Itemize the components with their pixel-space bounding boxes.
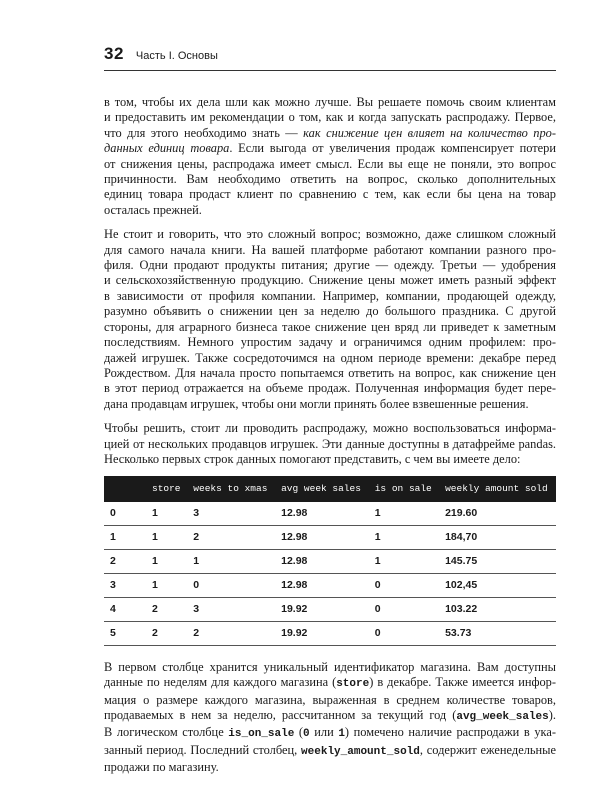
text-line <box>104 141 556 156</box>
table-cell: 0 <box>104 502 146 526</box>
code-zero: 0 <box>303 728 310 741</box>
text-line: единиц товара продаст клиент по сравнению с тем, как если бы цена на товар <box>104 187 556 202</box>
table-cell: 12.98 <box>275 525 369 549</box>
table-cell: 2 <box>146 621 187 645</box>
text-span: занный период. Последний столбец, <box>104 742 302 757</box>
text-line: в этот период отражается на объеме продаж. Полученная информация будет пере- <box>104 381 556 396</box>
table-cell: 1 <box>146 573 187 597</box>
table-cell: 2 <box>187 621 275 645</box>
text-line: разумно объявить о снижении цен за неделю до большого праздника. С другой <box>104 304 556 319</box>
column-header-weekly-amount-sold: weekly amount sold <box>445 483 548 495</box>
table-cell: 184,70 <box>439 525 556 549</box>
text-line: филя. Одни продают продукты питания; другие — одежду. Третьи — удобрения <box>104 258 556 273</box>
table-cell: 1 <box>369 502 439 526</box>
text-span: В логическом столбце <box>104 725 229 740</box>
table-cell: 0 <box>369 573 439 597</box>
text-line <box>104 743 556 760</box>
text-line: Несколько первых строк данных помогают представить, с чем вы имеете дело: <box>104 451 521 466</box>
text-line: и сельскохозяйственную продукцию. Снижение цены может иметь разный эффект <box>104 273 556 288</box>
table-cell: 1 <box>146 502 187 526</box>
table-cell: 1 <box>187 549 275 573</box>
table-cell: 219.60 <box>439 502 556 526</box>
text-span: ). <box>548 707 556 722</box>
column-header-avg-week-sales: avg week sales <box>281 483 361 495</box>
page-number: 32 <box>104 44 124 63</box>
text-line: в том, чтобы их дела шли как можно лучше. Вы решаете помочь своим клиентам <box>104 95 556 109</box>
running-head: Часть I. Основы <box>135 50 218 62</box>
table-row <box>104 597 556 621</box>
text-line: мация о размере каждого магазина, выраженная в среднем количестве товаров, <box>104 692 556 707</box>
table-row <box>104 621 556 645</box>
table-header-row <box>104 476 556 501</box>
text-line: осталась прежней. <box>104 202 202 217</box>
table-cell: 19.92 <box>275 597 369 621</box>
page-header <box>104 44 556 71</box>
table-cell: 3 <box>104 573 146 597</box>
text-line: в зависимости от профиля компании. Например, компании, продающей одежду, <box>104 288 556 303</box>
paragraph-4 <box>104 660 556 776</box>
table-cell: 12.98 <box>275 573 369 597</box>
code-weekly-amount-sold: weekly_amount_sold <box>301 745 420 758</box>
table-cell: 4 <box>104 597 146 621</box>
table-cell: 3 <box>187 502 275 526</box>
table-cell: 0 <box>187 573 275 597</box>
text-line: цией от нескольких продавцов игрушек. Эти данные доступны в датафрейме pandas. <box>104 436 556 451</box>
column-header-is-on-sale: is on sale <box>374 483 432 495</box>
text-line: дажей игрушек. Также сосредоточимся на одном периоде времени: декабре перед <box>104 350 556 365</box>
text-line <box>104 725 556 742</box>
text-line <box>104 126 556 141</box>
table-cell: 3 <box>187 597 275 621</box>
table-row <box>104 525 556 549</box>
code-is-on-sale: is_on_sale <box>228 728 295 741</box>
text-span: ( <box>294 725 304 740</box>
column-header-weeks-to-xmas: weeks to xmas <box>193 483 268 495</box>
table-cell: 1 <box>369 525 439 549</box>
text-line <box>104 675 556 692</box>
emphasis-text: данных единиц товара <box>104 141 230 156</box>
table-cell: 2 <box>187 525 275 549</box>
paragraph-2 <box>104 227 556 412</box>
text-line: причинности. Вам необходимо ответить на вопрос, сколько дополнительных <box>104 172 556 187</box>
table-row <box>104 502 556 526</box>
emphasis-text: как снижение цен влияет на количество про- <box>303 125 556 140</box>
table-cell: 53.73 <box>439 621 556 645</box>
table-cell: 2 <box>146 597 187 621</box>
text-line: дана продавцам игрушек, чтобы они могли принять более взвешенные решения. <box>104 396 529 411</box>
text-span: ) помечено наличие распродажи в ука- <box>344 725 557 740</box>
page-body <box>104 95 556 785</box>
sales-data-table <box>104 476 556 645</box>
column-header-index <box>104 476 146 501</box>
text-line: Не стоит и говорить, что это сложный вопрос; возможно, даже слишком сложный <box>104 227 556 242</box>
code-one: 1 <box>338 728 345 741</box>
code-avg-week-sales: avg_week_sales <box>456 710 549 723</box>
text-line: продажи по магазину. <box>104 760 219 775</box>
text-span: ) в декабре. Также имеется инфор- <box>369 675 556 690</box>
text-line: стороны, для аграрного бизнеса такое снижение цен вряд ли приведет к заметным <box>104 319 556 334</box>
table-cell: 103.22 <box>439 597 556 621</box>
text-line: Рождеством. Для начала просто попытаемся ответить на вопрос, как снижение цен <box>104 365 556 380</box>
table-cell: 1 <box>369 549 439 573</box>
text-span: , содержит еженедельные <box>419 742 556 757</box>
table-cell: 1 <box>146 549 187 573</box>
table-cell: 12.98 <box>275 549 369 573</box>
text-span: данные по неделям для каждого магазина ( <box>104 675 337 690</box>
text-line: для самого начала книги. На вашей платформе работают компании разного про- <box>104 242 556 257</box>
table-cell: 5 <box>104 621 146 645</box>
text-line: от снижения цены, распродажа имеет смысл. Если вы еще не поняли, это вопрос <box>104 156 556 171</box>
column-header-store: store <box>152 483 181 495</box>
table-cell: 19.92 <box>275 621 369 645</box>
text-span: или <box>309 725 339 740</box>
code-store: store <box>336 678 370 691</box>
paragraph-3 <box>104 421 556 467</box>
table-cell: 1 <box>146 525 187 549</box>
table-cell: 145.75 <box>439 549 556 573</box>
table-cell: 0 <box>369 621 439 645</box>
table-cell: 2 <box>104 549 146 573</box>
text-line: и предоставить им рекомендации о том, как и когда запускать распродажу. Первое, <box>104 110 556 125</box>
text-line: Чтобы решить, стоит ли проводить распродажу, можно воспользоваться информа- <box>104 421 556 436</box>
table-cell: 1 <box>104 525 146 549</box>
text-line: последствиям. Немного упростим задачу и ограничимся одним профилем: про- <box>104 335 556 350</box>
text-line <box>104 708 556 725</box>
table-cell: 0 <box>369 597 439 621</box>
text-span: что для этого необходимо знать — <box>104 125 304 140</box>
paragraph-1 <box>104 95 556 218</box>
table-row <box>104 573 556 597</box>
text-line: В первом столбце хранится уникальный идентификатор магазина. Вам доступны <box>104 659 556 674</box>
text-span: . Если выгода от увеличения продаж компенсирует потери <box>229 141 556 156</box>
table-cell: 102,45 <box>439 573 556 597</box>
table-row <box>104 549 556 573</box>
text-span: продаваемых в нем за неделю, рассчитанном за текущий год ( <box>104 707 457 722</box>
table-cell: 12.98 <box>275 502 369 526</box>
